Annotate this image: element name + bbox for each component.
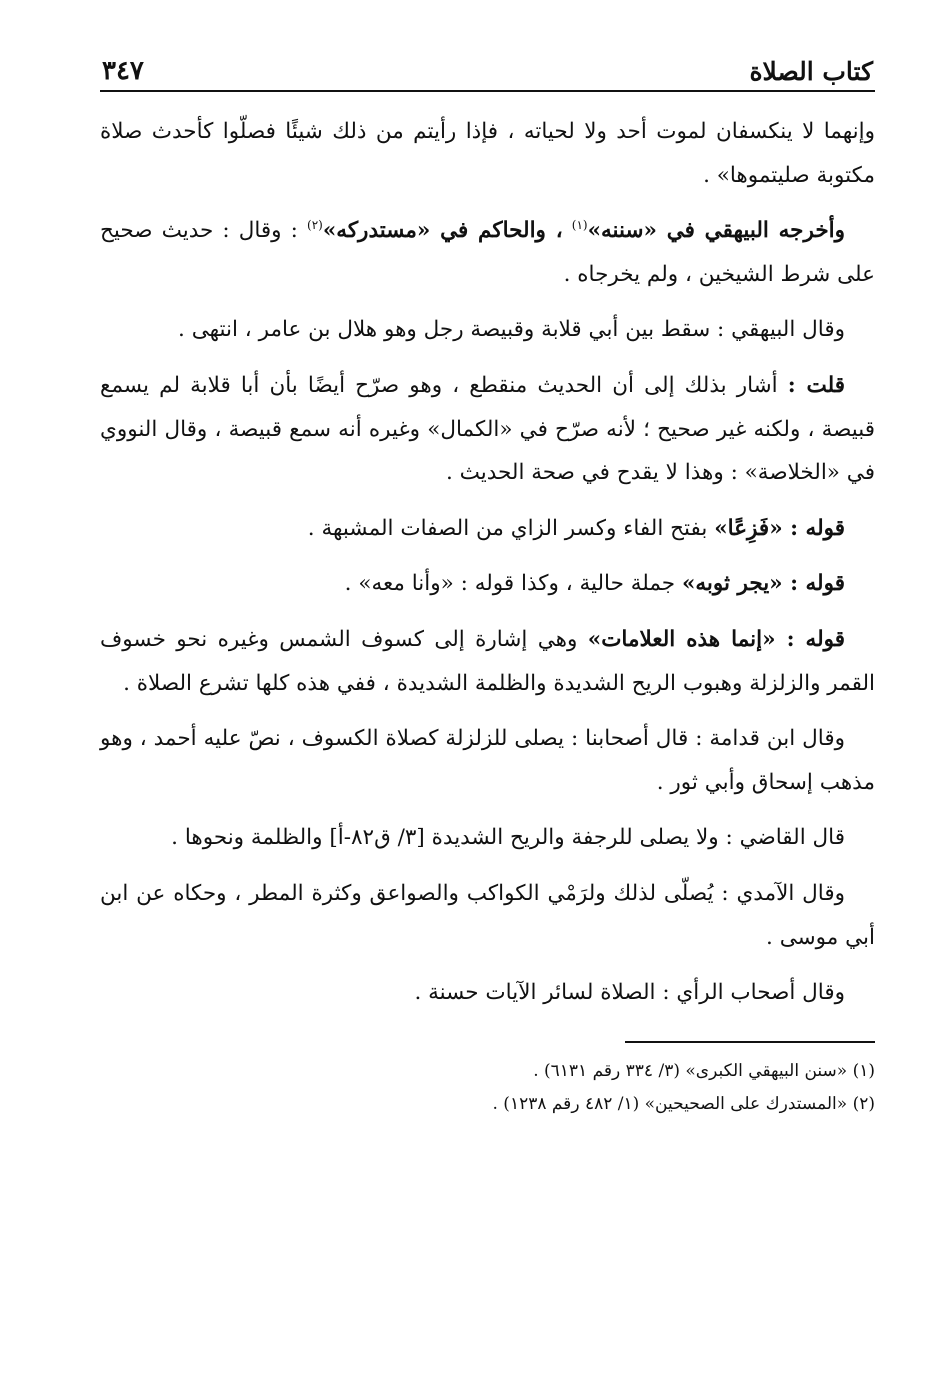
footnotes <box>100 1055 875 1121</box>
page-number: ٣٤٧ <box>102 56 144 86</box>
footnote-1: (١) «سنن البيهقي الكبرى» (٣/ ٣٣٤ رقم ٦١٣١) . <box>533 1060 875 1081</box>
paragraph-ashab-alray: وقال أصحاب الرأي : الصلاة لسائر الآيات حسنة . <box>414 980 845 1006</box>
main-text <box>100 110 875 1015</box>
footnote-separator <box>625 1041 875 1043</box>
footnote-ref-2[interactable]: (٢) <box>307 218 323 233</box>
takhrij-rest: : وقال : حديث صحيح على شرط الشيخين ، ولم يخرجاه . <box>100 218 875 287</box>
paragraph-qawluh-fazian: قوله : «فَزِعًا» بفتح الفاء وكسر الزاي من الصفات المشبهة . <box>307 515 845 541</box>
paragraph-bayhaqi: وقال البيهقي : سقط بين أبي قلابة وقبيصة رجل وهو هلال بن عامر ، انتهى . <box>178 317 845 343</box>
takhrij-mid: ، والحاكم في «مستدركه» <box>322 218 563 244</box>
qultu-rest: أشار بذلك إلى أن الحديث منقطع ، وهو صرّح أيضًا بأن أبا قلابة لم يسمع قبيصة ، ولكنه غير صحيح ؛ لأنه صرّح في «الكمال» وغيره أنه سمع قبيصة ، وقال النووي في «الخلاصة» : وهذا لا يقدح في صحة الحديث . <box>100 372 875 486</box>
qawluh-lead: قوله : «إنما هذه العلامات» <box>587 626 845 652</box>
paragraph-qawluh-yajurr: قوله : «يجر ثوبه» جملة حالية ، وكذا قوله : «وأنا معه» . <box>344 571 845 597</box>
paragraph-ibn-qudama: وقال ابن قدامة : قال أصحابنا : يصلى للزلزلة كصلاة الكسوف ، نصّ عليه أحمد ، وهو مذهب إسحاق وأبي ثور . <box>100 726 875 795</box>
paragraph-qadi: قال القاضي : ولا يصلى للرجفة والريح الشديدة [٣/ ق٨٢-أ] والظلمة ونحوها . <box>171 825 845 851</box>
paragraph-qawluh-alamat: قوله : «إنما هذه العلامات» وهي إشارة إلى كسوف الشمس وغيره نحو خسوف القمر والزلزلة وهبوب الريح الشديدة والظلمة الشديدة ، ففي هذه كلها تشرع الصلاة . <box>100 626 875 696</box>
footnote-2: (٢) «المستدرك على الصحيحين» (١/ ٤٨٢ رقم ١٢٣٨) . <box>492 1093 875 1114</box>
book-page <box>100 30 875 1360</box>
paragraph-qultu <box>100 364 875 495</box>
paragraph-hadith-end: وإنهما لا ينكسفان لموت أحد ولا لحياته ، فإذا رأيتم من ذلك شيئًا فصلّوا كأحدث صلاة مكتوبة صليتموها» . <box>100 119 875 188</box>
footnote-ref-1[interactable]: (١) <box>571 218 588 233</box>
qawluh-lead: قوله : «يجر ثوبه» <box>681 571 845 597</box>
paragraph-amidi: وقال الآمدي : يُصلّى لذلك ولرَمْي الكواكب والصواعق وكثرة المطر ، وحكاه عن ابن أبي موسى . <box>100 880 875 950</box>
page-header <box>100 30 875 92</box>
takhrij-lead: وأخرجه البيهقي في «سننه» <box>587 218 845 244</box>
running-title: كتاب الصلاة <box>749 57 873 86</box>
qawluh-lead: قوله : «فَزِعًا» <box>714 515 845 541</box>
qultu-lead: قلت : <box>787 372 845 398</box>
paragraph-takhrij <box>100 209 875 296</box>
